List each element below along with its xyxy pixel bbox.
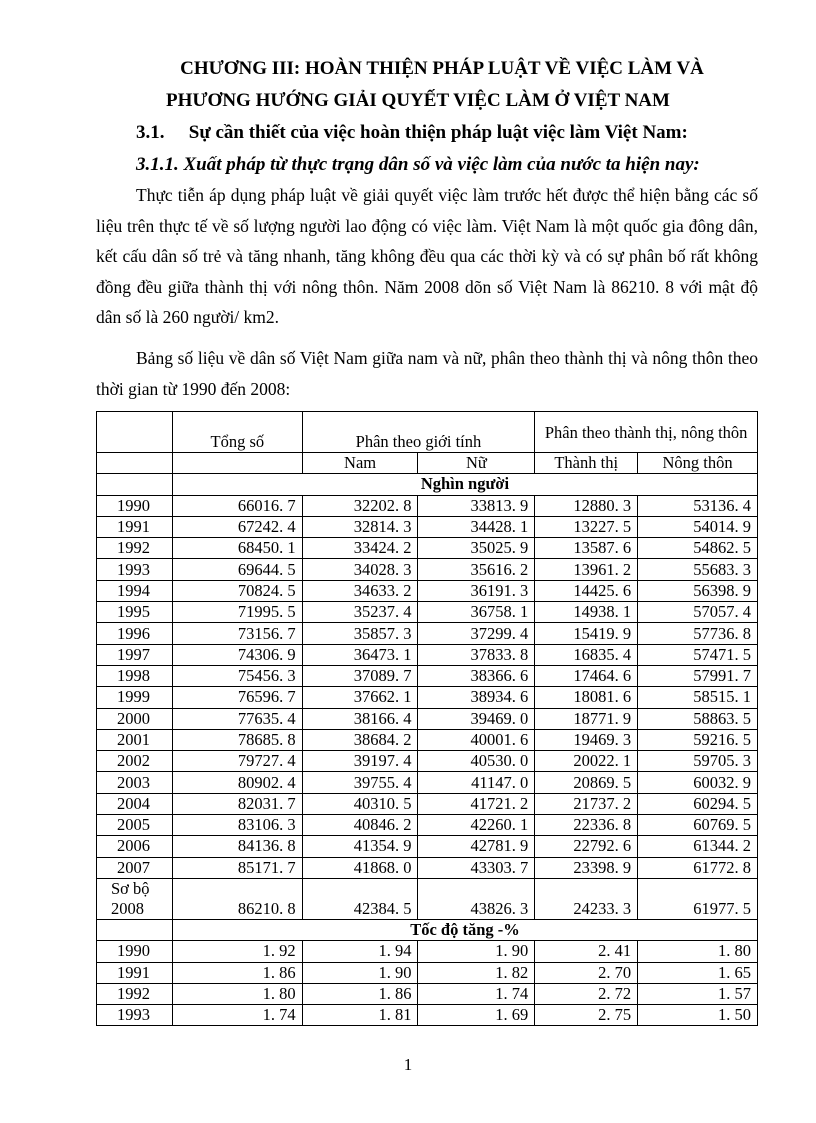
total-cell: 75456. 3: [172, 665, 302, 686]
total-cell: 85171. 7: [172, 857, 302, 878]
urban-cell: 18771. 9: [535, 708, 638, 729]
year-cell: 1995: [97, 602, 173, 623]
year-cell: 1993: [97, 1005, 173, 1026]
rural-cell: 56398. 9: [638, 580, 758, 601]
section-empty-cell: [97, 919, 173, 940]
total-cell: 76596. 7: [172, 687, 302, 708]
total-cell: 67242. 4: [172, 516, 302, 537]
total-cell: 80902. 4: [172, 772, 302, 793]
female-cell: 39469. 0: [418, 708, 535, 729]
rural-cell: 60032. 9: [638, 772, 758, 793]
male-cell: 40846. 2: [302, 815, 418, 836]
year-cell: 1990: [97, 941, 173, 962]
year-cell: 2007: [97, 857, 173, 878]
total-cell: 66016. 7: [172, 495, 302, 516]
female-cell: 41721. 2: [418, 793, 535, 814]
male-cell: 41354. 9: [302, 836, 418, 857]
male-cell: 39755. 4: [302, 772, 418, 793]
year-cell: 1992: [97, 538, 173, 559]
header-total: Tổng số: [172, 412, 302, 453]
male-cell: 32814. 3: [302, 516, 418, 537]
subheader-male: Nam: [302, 453, 418, 474]
female-cell: 37833. 8: [418, 644, 535, 665]
table-row: [97, 665, 758, 686]
urban-cell: 13587. 6: [535, 538, 638, 559]
table-row: [97, 729, 758, 750]
table-header-row: [97, 412, 758, 453]
section-label-thousand-people: Nghìn người: [172, 474, 757, 495]
total-cell: 86210. 8: [172, 878, 302, 919]
total-cell: 69644. 5: [172, 559, 302, 580]
year-cell: 1998: [97, 665, 173, 686]
male-cell: 1. 90: [302, 962, 418, 983]
rural-cell: 57991. 7: [638, 665, 758, 686]
total-cell: 71995. 5: [172, 602, 302, 623]
female-cell: 36758. 1: [418, 602, 535, 623]
male-cell: 35237. 4: [302, 602, 418, 623]
male-cell: 33424. 2: [302, 538, 418, 559]
year-cell: 2005: [97, 815, 173, 836]
table-row: [97, 836, 758, 857]
section-number: 3.1.: [136, 122, 165, 143]
rural-cell: 1. 50: [638, 1005, 758, 1026]
section-heading: [136, 122, 688, 144]
table-row: [97, 793, 758, 814]
female-cell: 1. 82: [418, 962, 535, 983]
urban-cell: 22792. 6: [535, 836, 638, 857]
female-cell: 35025. 9: [418, 538, 535, 559]
year-cell: 1991: [97, 516, 173, 537]
male-cell: 40310. 5: [302, 793, 418, 814]
urban-cell: 15419. 9: [535, 623, 638, 644]
rural-cell: 59216. 5: [638, 729, 758, 750]
male-cell: 35857. 3: [302, 623, 418, 644]
female-cell: 35616. 2: [418, 559, 535, 580]
table-row: [97, 580, 758, 601]
female-cell: 43303. 7: [418, 857, 535, 878]
paragraph-intro: Thực tiễn áp dụng pháp luật về giải quyết việc làm trước hết được thể hiện bằng các số liệu trên thực tế về số lượng người lao động có việc làm. Việt Nam là một quốc gia đông dân, kết cấu dân số trẻ và tăng nhanh, tăng không đều qua các thời kỳ và có sự phân bố rất không đồng đều giữa thành thị với nông thôn. Năm 2008 dõn số Việt Nam là 86210. 8 với mật độ dân số là 260 người/ km2.: [96, 185, 758, 328]
urban-cell: 20869. 5: [535, 772, 638, 793]
urban-cell: 2. 72: [535, 983, 638, 1004]
rural-cell: 57736. 8: [638, 623, 758, 644]
rural-cell: 61977. 5: [638, 878, 758, 919]
subheader-empty-cell: [172, 453, 302, 474]
rural-cell: 1. 80: [638, 941, 758, 962]
rural-cell: 60294. 5: [638, 793, 758, 814]
year-cell: 2003: [97, 772, 173, 793]
table-row: [97, 495, 758, 516]
total-cell: 82031. 7: [172, 793, 302, 814]
table-row: [97, 962, 758, 983]
male-cell: 42384. 5: [302, 878, 418, 919]
male-cell: 38166. 4: [302, 708, 418, 729]
rural-cell: 54862. 5: [638, 538, 758, 559]
female-cell: 33813. 9: [418, 495, 535, 516]
year-cell: 2006: [97, 836, 173, 857]
male-cell: 37089. 7: [302, 665, 418, 686]
male-cell: 1. 86: [302, 983, 418, 1004]
year-cell: 1993: [97, 559, 173, 580]
subsection-heading: 3.1.1. Xuất pháp từ thực trạng dân số và việc làm của nước ta hiện nay:: [136, 154, 700, 175]
urban-cell: 13961. 2: [535, 559, 638, 580]
total-cell: 1. 74: [172, 1005, 302, 1026]
population-table: [96, 411, 758, 1026]
header-area: Phân theo thành thị, nông thôn: [535, 412, 758, 453]
year-cell: [97, 878, 173, 919]
table-row: [97, 708, 758, 729]
year-cell: 1996: [97, 623, 173, 644]
table-row: [97, 983, 758, 1004]
preliminary-label: Sơ bộ: [111, 878, 150, 898]
section-label-growth-rate: Tốc độ tăng -%: [172, 919, 757, 940]
table-row: [97, 772, 758, 793]
urban-cell: 14425. 6: [535, 580, 638, 601]
female-cell: 1. 69: [418, 1005, 535, 1026]
male-cell: 1. 81: [302, 1005, 418, 1026]
urban-cell: 2. 70: [535, 962, 638, 983]
rural-cell: 58863. 5: [638, 708, 758, 729]
page-number: 1: [403, 1055, 413, 1074]
rural-cell: 59705. 3: [638, 751, 758, 772]
urban-cell: 13227. 5: [535, 516, 638, 537]
total-cell: 68450. 1: [172, 538, 302, 559]
male-cell: 36473. 1: [302, 644, 418, 665]
year-cell: 1991: [97, 962, 173, 983]
urban-cell: 14938. 1: [535, 602, 638, 623]
table-row: [97, 623, 758, 644]
urban-cell: 24233. 3: [535, 878, 638, 919]
urban-cell: 2. 41: [535, 941, 638, 962]
male-cell: 41868. 0: [302, 857, 418, 878]
paragraph-table-caption: Bảng số liệu về dân số Việt Nam giữa nam và nữ, phân theo thành thị và nông thôn theo thời gian từ 1990 đến 2008:: [96, 348, 758, 399]
subheader-empty-cell: [97, 453, 173, 474]
year-cell: 2004: [97, 793, 173, 814]
year-cell: 1992: [97, 983, 173, 1004]
female-cell: 36191. 3: [418, 580, 535, 601]
rural-cell: 1. 65: [638, 962, 758, 983]
header-empty-cell: [97, 412, 173, 453]
table-row: [97, 751, 758, 772]
female-cell: 42260. 1: [418, 815, 535, 836]
rural-cell: 1. 57: [638, 983, 758, 1004]
rural-cell: 58515. 1: [638, 687, 758, 708]
female-cell: 1. 90: [418, 941, 535, 962]
section-row-growth-rate: [97, 919, 758, 940]
total-cell: 1. 92: [172, 941, 302, 962]
subheader-rural: Nông thôn: [638, 453, 758, 474]
total-cell: 78685. 8: [172, 729, 302, 750]
urban-cell: 12880. 3: [535, 495, 638, 516]
table-row: [97, 815, 758, 836]
urban-cell: 23398. 9: [535, 857, 638, 878]
male-cell: 39197. 4: [302, 751, 418, 772]
table-subheader-row: [97, 453, 758, 474]
year-cell: 1999: [97, 687, 173, 708]
urban-cell: 19469. 3: [535, 729, 638, 750]
section-row-thousand-people: [97, 474, 758, 495]
male-cell: 34028. 3: [302, 559, 418, 580]
subheader-urban: Thành thị: [535, 453, 638, 474]
male-cell: 34633. 2: [302, 580, 418, 601]
chapter-title-line1: CHƯƠNG III: HOÀN THIỆN PHÁP LUẬT VỀ VIỆC LÀM VÀ: [180, 58, 704, 79]
table-row: [97, 644, 758, 665]
male-cell: 38684. 2: [302, 729, 418, 750]
header-gender: Phân theo giới tính: [302, 412, 535, 453]
year-cell: 1990: [97, 495, 173, 516]
total-cell: 1. 86: [172, 962, 302, 983]
total-cell: 77635. 4: [172, 708, 302, 729]
table-row: [97, 687, 758, 708]
urban-cell: 18081. 6: [535, 687, 638, 708]
table-row: [97, 1005, 758, 1026]
urban-cell: 2. 75: [535, 1005, 638, 1026]
table-row: [97, 857, 758, 878]
total-cell: 74306. 9: [172, 644, 302, 665]
table-row: [97, 941, 758, 962]
male-cell: 37662. 1: [302, 687, 418, 708]
total-cell: 83106. 3: [172, 815, 302, 836]
section-empty-cell: [97, 474, 173, 495]
rural-cell: 54014. 9: [638, 516, 758, 537]
female-cell: 37299. 4: [418, 623, 535, 644]
male-cell: 32202. 8: [302, 495, 418, 516]
female-cell: 42781. 9: [418, 836, 535, 857]
table-row: [97, 538, 758, 559]
total-cell: 70824. 5: [172, 580, 302, 601]
rural-cell: 55683. 3: [638, 559, 758, 580]
preliminary-year: 2008: [111, 898, 144, 918]
rural-cell: 60769. 5: [638, 815, 758, 836]
rural-cell: 57057. 4: [638, 602, 758, 623]
female-cell: 41147. 0: [418, 772, 535, 793]
year-cell: 2002: [97, 751, 173, 772]
male-cell: 1. 94: [302, 941, 418, 962]
total-cell: 79727. 4: [172, 751, 302, 772]
rural-cell: 61772. 8: [638, 857, 758, 878]
urban-cell: 21737. 2: [535, 793, 638, 814]
total-cell: 1. 80: [172, 983, 302, 1004]
female-cell: 38934. 6: [418, 687, 535, 708]
year-cell: 1997: [97, 644, 173, 665]
table-row: [97, 516, 758, 537]
female-cell: 40001. 6: [418, 729, 535, 750]
chapter-title-line2: PHƯƠNG HƯỚNG GIẢI QUYẾT VIỆC LÀM Ở VIỆT NAM: [166, 90, 670, 111]
year-cell: 2001: [97, 729, 173, 750]
female-cell: 1. 74: [418, 983, 535, 1004]
rural-cell: 57471. 5: [638, 644, 758, 665]
total-cell: 73156. 7: [172, 623, 302, 644]
female-cell: 34428. 1: [418, 516, 535, 537]
urban-cell: 17464. 6: [535, 665, 638, 686]
year-cell: 2000: [97, 708, 173, 729]
urban-cell: 22336. 8: [535, 815, 638, 836]
section-title: Sự cần thiết của việc hoàn thiện pháp luật việc làm Việt Nam:: [188, 122, 688, 143]
year-cell: 1994: [97, 580, 173, 601]
total-cell: 84136. 8: [172, 836, 302, 857]
subheader-female: Nữ: [418, 453, 535, 474]
female-cell: 43826. 3: [418, 878, 535, 919]
rural-cell: 61344. 2: [638, 836, 758, 857]
table-row: [97, 602, 758, 623]
urban-cell: 16835. 4: [535, 644, 638, 665]
table-row: [97, 559, 758, 580]
table-row-preliminary-2008: [97, 878, 758, 919]
rural-cell: 53136. 4: [638, 495, 758, 516]
urban-cell: 20022. 1: [535, 751, 638, 772]
female-cell: 40530. 0: [418, 751, 535, 772]
female-cell: 38366. 6: [418, 665, 535, 686]
